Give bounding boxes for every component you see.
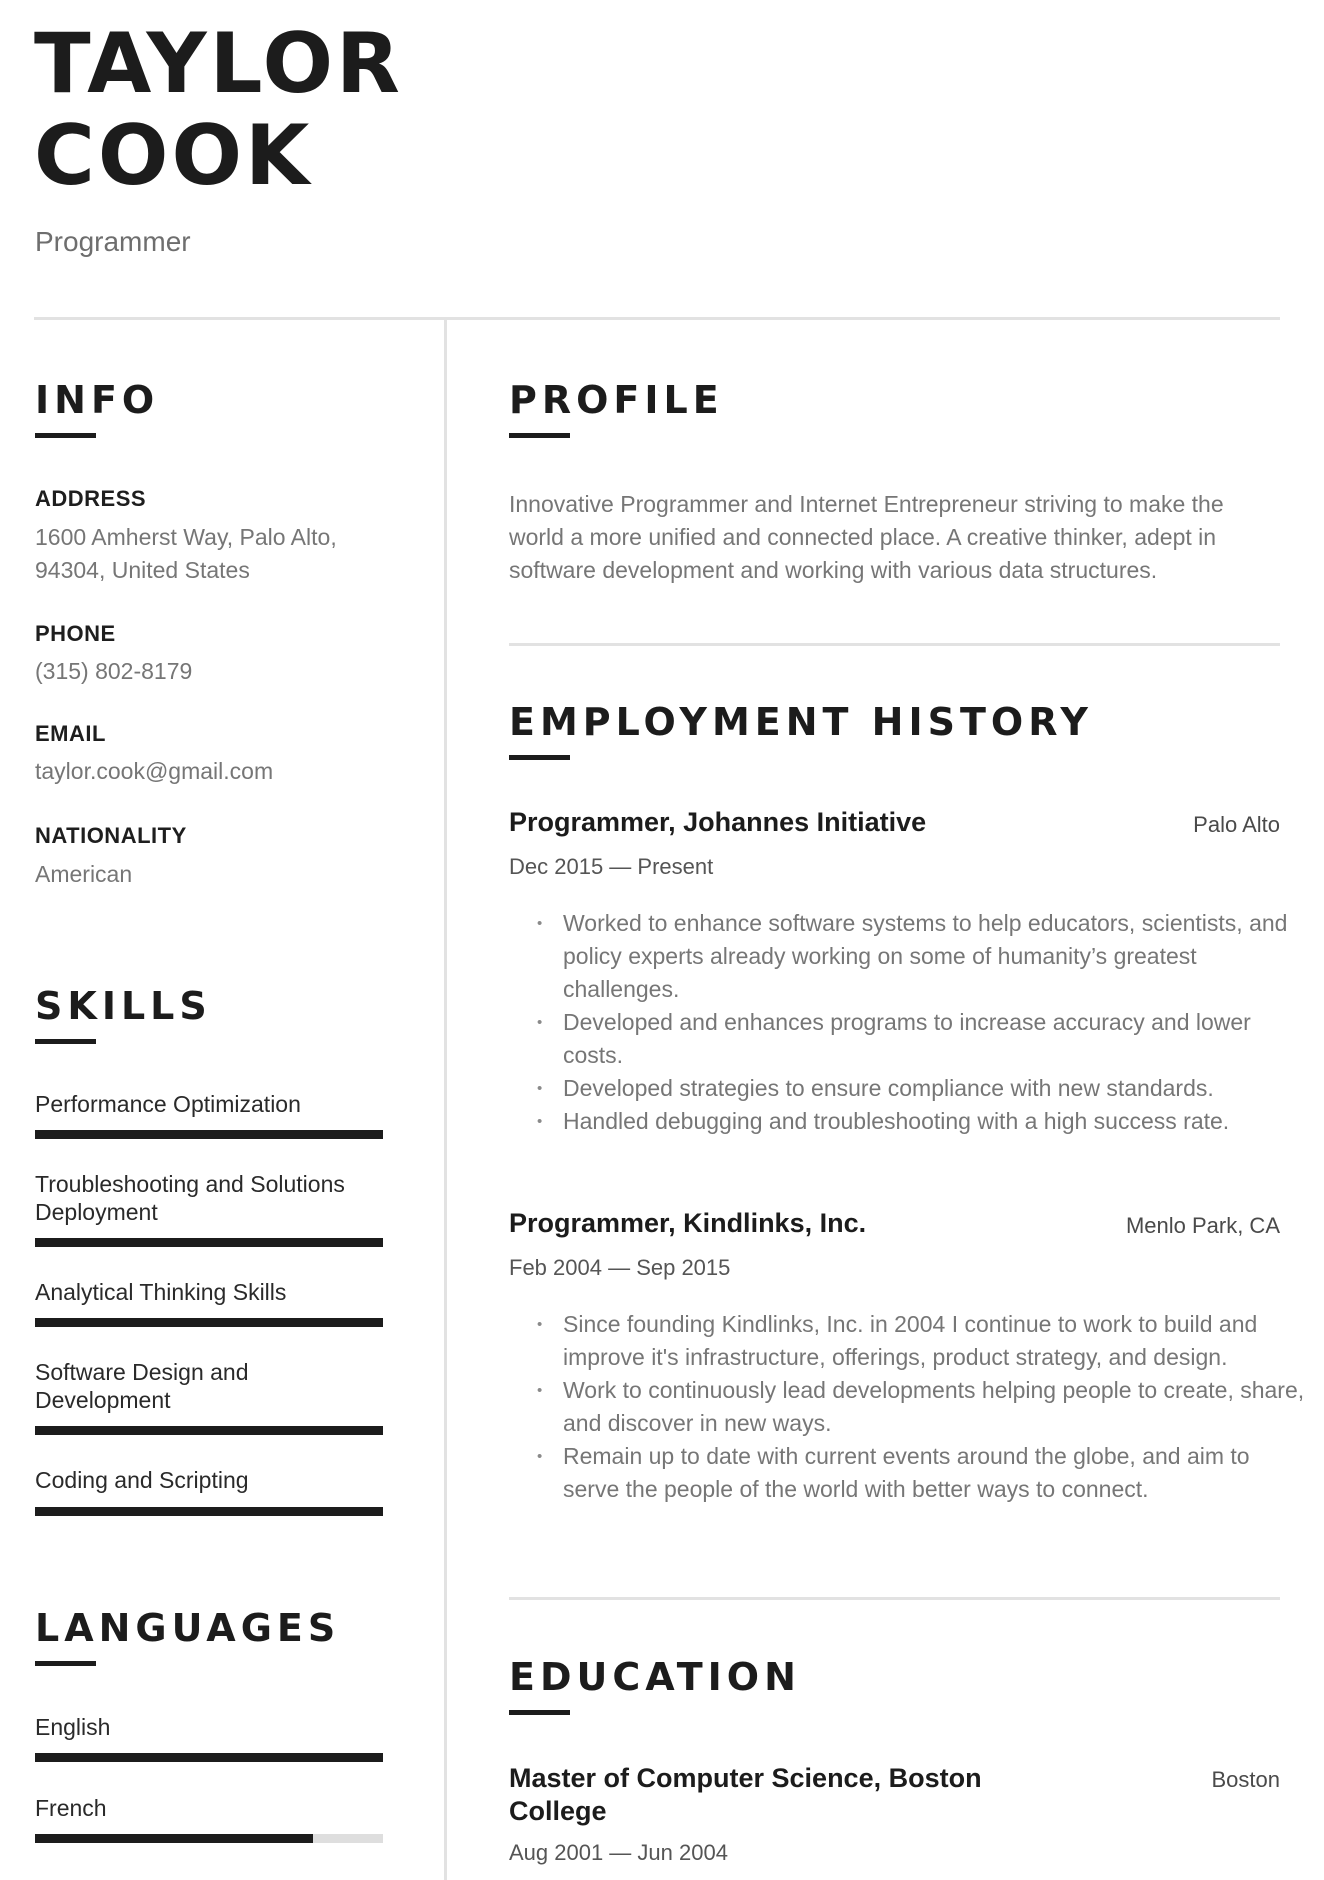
language-level-fill xyxy=(35,1834,313,1843)
job-bullet: • Remain up to date with current events around the globe, and aim to serve the people of the world with better ways to connect. xyxy=(563,1440,1308,1506)
skill-level-fill xyxy=(35,1426,383,1435)
skill-name: Coding and Scripting xyxy=(35,1467,249,1493)
skill-name: Troubleshooting and Solutions Deployment xyxy=(35,1171,345,1225)
nationality-value: American xyxy=(35,861,133,887)
skill-level-bar xyxy=(35,1318,383,1327)
language-level-bar xyxy=(35,1753,383,1762)
skill-level-fill xyxy=(35,1238,383,1247)
education-heading: EDUCATION xyxy=(509,1655,801,1699)
job-location: Menlo Park, CA xyxy=(1125,1213,1280,1238)
address-label: ADDRESS xyxy=(35,486,147,511)
job-bullet: • Work to continuously lead developments helping people to create, share, and discover in new ways. xyxy=(563,1374,1308,1440)
phone-label: PHONE xyxy=(35,621,116,646)
job-bullet: • Developed strategies to ensure compliance with new standards. xyxy=(563,1072,1308,1105)
address-value xyxy=(35,521,425,587)
skill-level-bar xyxy=(35,1130,383,1139)
job-dates: Dec 2015 — Present xyxy=(509,854,714,879)
skill-level-fill xyxy=(35,1507,383,1516)
profile-heading: PROFILE xyxy=(509,378,724,422)
skills-heading: SKILLS xyxy=(35,984,212,1028)
language-name: French xyxy=(35,1795,107,1821)
languages-heading: LANGUAGES xyxy=(35,1606,341,1650)
job-title: Programmer, Johannes Initiative xyxy=(509,807,927,837)
education-heading-underline xyxy=(509,1710,570,1715)
column-divider xyxy=(444,320,447,1880)
profile-text: Innovative Programmer and Internet Entrepreneur striving to make the world a more unified and connected place. A creative thinker, adept in software development and working with various data structures. xyxy=(509,491,1224,583)
last-name: COOK xyxy=(34,107,313,204)
job-title: Programmer xyxy=(35,226,191,257)
education-location: Boston xyxy=(1211,1767,1280,1792)
job-bullet: • Since founding Kindlinks, Inc. in 2004 I continue to work to build and improve it's infrastructure, offerings, product strategy, and design. xyxy=(563,1308,1308,1374)
skill-name: Software Design and Development xyxy=(35,1359,249,1413)
language-level-fill xyxy=(35,1753,383,1762)
job-bullet-list xyxy=(538,1308,1308,1506)
nationality-label: NATIONALITY xyxy=(35,823,187,848)
skill-level-bar xyxy=(35,1238,383,1247)
first-name: TAYLOR xyxy=(34,15,403,112)
language-name: English xyxy=(35,1714,111,1740)
skills-heading-underline xyxy=(35,1039,96,1044)
job-dates: Feb 2004 — Sep 2015 xyxy=(509,1255,731,1280)
address-line-2: 94304, United States xyxy=(35,557,250,583)
address-line-1: 1600 Amherst Way, Palo Alto, xyxy=(35,524,337,550)
job-bullet: • Handled debugging and troubleshooting with a high success rate. xyxy=(563,1105,1308,1138)
header-divider xyxy=(34,317,1280,320)
languages-heading-underline xyxy=(35,1661,96,1666)
job-bullet: • Worked to enhance software systems to help educators, scientists, and policy experts already working on some of humanity’s greatest challenges. xyxy=(563,907,1308,1006)
profile-heading-underline xyxy=(509,433,570,438)
skill-level-bar xyxy=(35,1426,383,1435)
skill-name: Performance Optimization xyxy=(35,1091,301,1117)
phone-value: (315) 802-8179 xyxy=(35,658,193,684)
skill-level-fill xyxy=(35,1130,383,1139)
job-title: Programmer, Kindlinks, Inc. xyxy=(509,1208,867,1238)
candidate-name xyxy=(34,15,403,204)
employment-divider xyxy=(509,1597,1280,1600)
job-location: Palo Alto xyxy=(1193,812,1280,837)
language-level-bar xyxy=(35,1834,383,1843)
info-heading-underline xyxy=(35,433,96,438)
education-degree: Master of Computer Science, Boston College xyxy=(509,1763,982,1826)
education-dates: Aug 2001 — Jun 2004 xyxy=(509,1840,728,1865)
job-bullet: • Developed and enhances programs to increase accuracy and lower costs. xyxy=(563,1006,1308,1072)
employment-heading: EMPLOYMENT HISTORY xyxy=(509,700,1093,744)
info-heading: INFO xyxy=(35,378,160,422)
profile-divider xyxy=(509,643,1280,646)
skill-level-bar xyxy=(35,1507,383,1516)
email-label: EMAIL xyxy=(35,721,106,746)
job-bullet-list xyxy=(538,907,1308,1138)
employment-heading-underline xyxy=(509,755,570,760)
skill-name: Analytical Thinking Skills xyxy=(35,1279,287,1305)
email-value: taylor.cook@gmail.com xyxy=(35,758,274,784)
skill-level-fill xyxy=(35,1318,383,1327)
